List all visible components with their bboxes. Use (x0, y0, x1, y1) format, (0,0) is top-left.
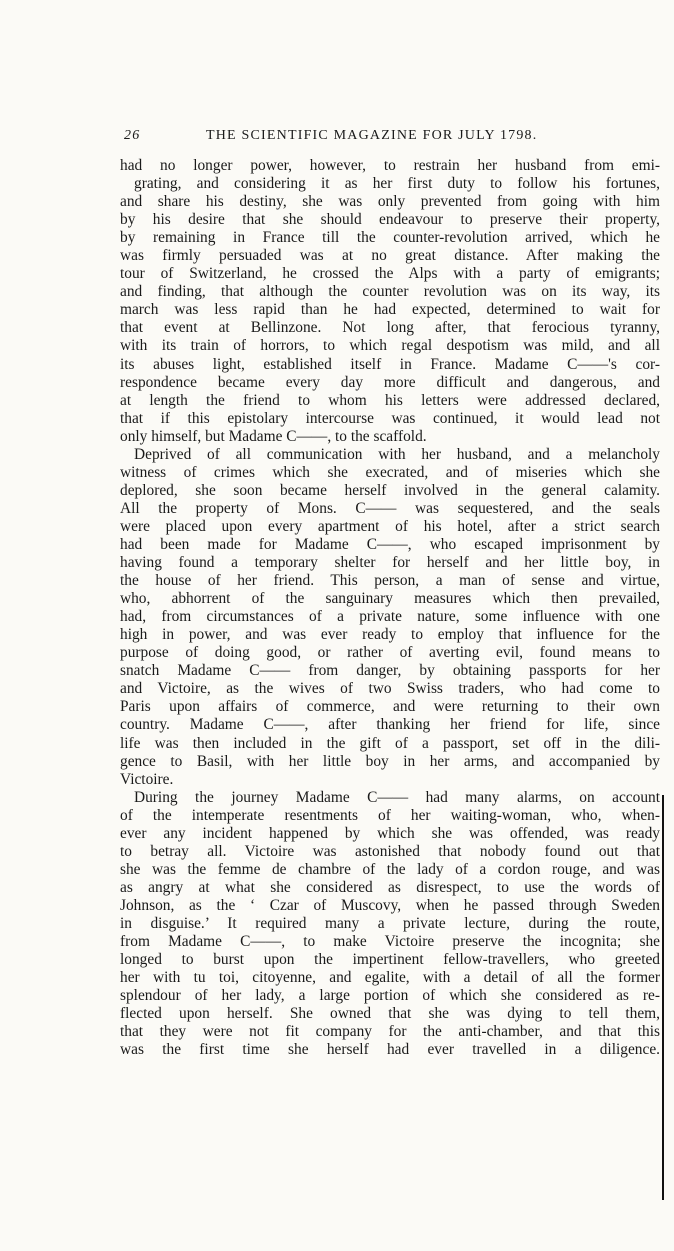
text-line: were placed upon every apartment of his hotel, after a strict search (120, 517, 660, 535)
text-line: march was less rapid than he had expected, determined to wait for (120, 301, 660, 319)
text-line: with its train of horrors, to which regal despotism was mild, and all (120, 337, 660, 355)
text-line: deplored, she soon became herself involved in the general calamity. (120, 481, 660, 499)
text-line: and finding, that although the counter revolution was on its way, its (120, 283, 660, 301)
text-line: her with tu toi, citoyenne, and egalite, with a detail of all the former (120, 969, 660, 987)
text-line: gence to Basil, with her little boy in her arms, and accompanied by (120, 752, 660, 770)
text-line: respondence became every day more difficult and dangerous, and (120, 373, 660, 391)
text-line: only himself, but Madame C——, to the scaffold. (120, 427, 427, 445)
text-line: country. Madame C——, after thanking her friend for life, since (120, 716, 660, 734)
text-line: Victoire. (120, 770, 174, 788)
page-header (124, 128, 664, 148)
text-line: high in power, and was ever ready to employ that influence for the (120, 626, 660, 644)
text-line: at length the friend to whom his letters were addressed declared, (120, 391, 660, 409)
text-line: from Madame C——, to make Victoire preserve the incognita; she (120, 933, 660, 951)
text-line: Paris upon affairs of commerce, and were returning to their own (120, 698, 660, 716)
text-line: tour of Switzerland, he crossed the Alps with a party of emigrants; (120, 265, 660, 283)
running-head: THE SCIENTIFIC MAGAZINE FOR JULY 1798. (206, 128, 538, 143)
text-line: and share his destiny, she was only prevented from going with him (120, 193, 660, 211)
text-line: All the property of Mons. C—— was sequestered, and the seals (120, 499, 660, 517)
page-edge-rule (662, 795, 664, 1200)
text-line: that event at Bellinzone. Not long after, that ferocious tyranny, (120, 319, 660, 337)
text-line: its abuses light, established itself in France. Madame C——'s cor- (120, 355, 660, 373)
text-line: had, from circumstances of a private nature, some influence with one (120, 608, 660, 626)
text-line: purpose of doing good, or rather of averting evil, found means to (120, 644, 660, 662)
text-line: the house of her friend. This person, a man of sense and virtue, (120, 572, 660, 590)
text-line: Deprived of all communication with her husband, and a melancholy (134, 445, 660, 463)
text-line: of the intemperate resentments of her waiting-woman, who, when- (120, 806, 660, 824)
text-line: life was then included in the gift of a passport, set off in the dili- (120, 734, 660, 752)
text-line: During the journey Madame C—— had many alarms, on account (134, 788, 660, 806)
text-line: that if this epistolary intercourse was continued, it would lead not (120, 409, 660, 427)
text-line: splendour of her lady, a large portion of which she considered as re- (120, 987, 660, 1005)
text-line: who, abhorrent of the sanguinary measures which then prevailed, (120, 590, 660, 608)
text-line: had been made for Madame C——, who escaped imprisonment by (120, 535, 660, 553)
text-line: ever any incident happened by which she was offended, was ready (120, 824, 660, 842)
text-line: was the first time she herself had ever travelled in a diligence. (120, 1041, 660, 1059)
text-line: witness of crimes which she execrated, and of miseries which she (120, 463, 660, 481)
text-line: grating, and considering it as her first duty to follow his fortunes, (134, 175, 660, 193)
text-line: in disguise.’ It required many a private lecture, during the route, (120, 914, 660, 932)
page-number: 26 (124, 128, 141, 143)
text-line: Johnson, as the ‘ Czar of Muscovy, when he passed through Sweden (120, 896, 660, 914)
text-line: by remaining in France till the counter-revolution arrived, which he (120, 229, 660, 247)
text-line: was firmly persuaded was at no great distance. After making the (120, 247, 660, 265)
text-line: snatch Madame C—— from danger, by obtaining passports for her (120, 662, 660, 680)
body-text (120, 157, 660, 1059)
text-line: as angry at what she considered as disrespect, to use the words of (120, 878, 660, 896)
text-line: and Victoire, as the wives of two Swiss traders, who had come to (120, 680, 660, 698)
text-line: to betray all. Victoire was astonished that nobody found out that (120, 842, 660, 860)
text-line: flected upon herself. She owned that she was dying to tell them, (120, 1005, 660, 1023)
text-line: that they were not fit company for the anti-chamber, and that this (120, 1023, 660, 1041)
text-line: by his desire that she should endeavour to preserve their property, (120, 211, 660, 229)
text-line: had no longer power, however, to restrain her husband from emi- (120, 157, 660, 174)
text-line: longed to burst upon the impertinent fellow-travellers, who greeted (120, 951, 660, 969)
text-line: having found a temporary shelter for herself and her little boy, in (120, 554, 660, 572)
text-line: she was the femme de chambre of the lady of a cordon rouge, and was (120, 860, 660, 878)
